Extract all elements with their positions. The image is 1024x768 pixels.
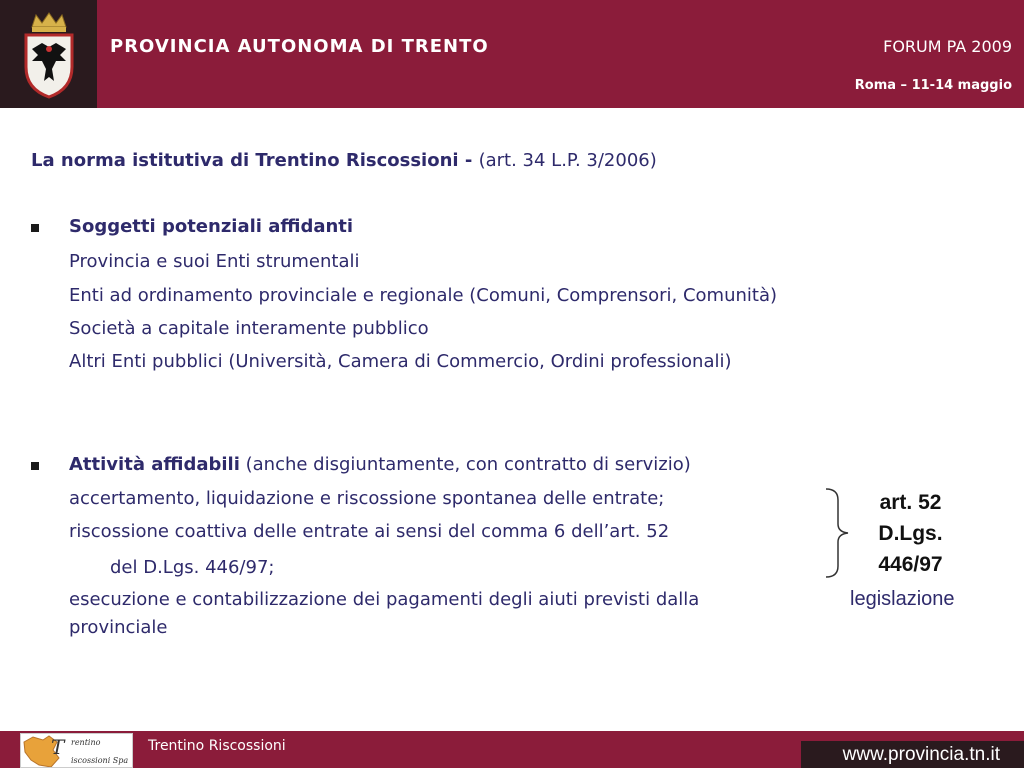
logo-text-line: iscossioni Spa xyxy=(71,756,129,765)
legislazione-word: legislazione xyxy=(850,588,955,610)
footer-title: Trentino Riscossioni xyxy=(148,738,286,754)
event-date: Roma – 11-14 maggio xyxy=(854,78,1012,93)
bullet-icon xyxy=(31,224,39,232)
heading-note: (art. 34 L.P. 3/2006) xyxy=(478,150,657,171)
aside-note xyxy=(848,487,973,580)
aside-line: D.Lgs. xyxy=(878,522,943,545)
aside-line: art. 52 xyxy=(879,491,942,514)
trentino-riscossioni-logo xyxy=(20,733,133,768)
section1-item: Altri Enti pubblici (Università, Camera di Commercio, Ordini professionali) xyxy=(69,351,732,372)
section2-title: Attività affidabili xyxy=(69,454,240,475)
section2-item: provinciale xyxy=(69,617,168,638)
heading-bold: La norma istitutiva di Trentino Riscossioni - xyxy=(31,150,479,171)
logo-text xyxy=(71,738,128,766)
map-icon xyxy=(21,734,69,768)
bullet-icon xyxy=(31,462,39,470)
section2-item: riscossione coattiva delle entrate ai sensi del comma 6 dell’art. 52 xyxy=(69,521,670,542)
section2-title-line xyxy=(69,454,691,475)
section2-item: del D.Lgs. 446/97; xyxy=(110,557,275,578)
section1-item: Società a capitale interamente pubblico xyxy=(69,318,429,339)
website-link[interactable]: www.provincia.tn.it xyxy=(842,744,1000,765)
svg-text:T: T xyxy=(51,735,65,759)
organization-name: PROVINCIA AUTONOMA DI TRENTO xyxy=(110,36,489,57)
section2-item: esecuzione e contabilizzazione dei pagamenti degli aiuti previsti dalla xyxy=(69,589,700,610)
section1-item: Provincia e suoi Enti strumentali xyxy=(69,251,360,272)
section2-title-note: (anche disgiuntamente, con contratto di servizio) xyxy=(239,454,691,475)
section1-title: Soggetti potenziali affidanti xyxy=(69,216,354,237)
logo-text-line: rentino xyxy=(71,738,101,747)
aside-line: 446/97 xyxy=(878,553,943,576)
slide-heading xyxy=(31,150,657,171)
section1-item: Enti ad ordinamento provinciale e regionale (Comuni, Comprensori, Comunità) xyxy=(69,285,777,306)
section2-item: accertamento, liquidazione e riscossione spontanea delle entrate; xyxy=(69,488,665,509)
event-title: FORUM PA 2009 xyxy=(883,37,1012,56)
